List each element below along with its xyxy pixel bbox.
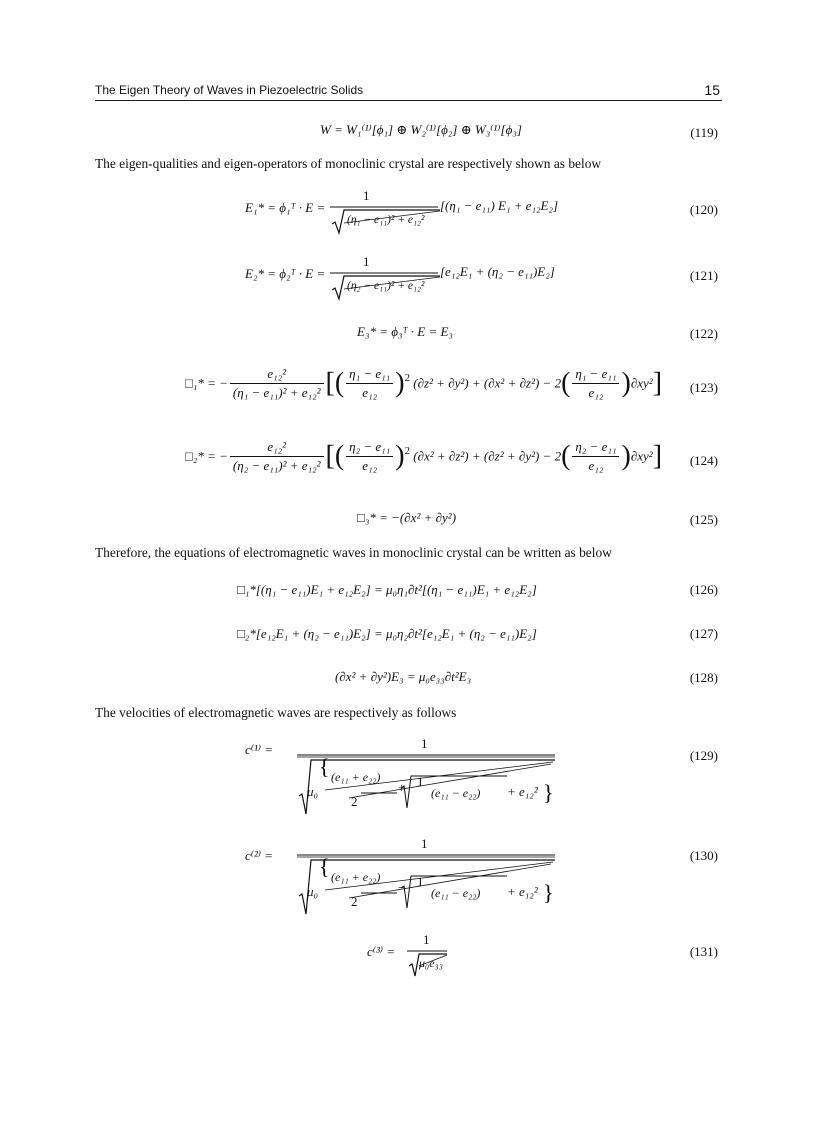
equation-124-tail: ∂xy²	[630, 448, 653, 464]
equation-123-inner-num: η₁ − e₁₁	[346, 366, 393, 384]
equation-129-plus-e12: + e₁₂²	[507, 784, 538, 799]
equation-130-plus-e12: + e₁₂²	[507, 884, 538, 899]
equation-129-number: (129)	[689, 748, 718, 763]
paragraph-velocities-intro: The velocities of electromagnetic waves are respectively as follows	[95, 705, 457, 720]
equation-128-number: (128)	[689, 670, 718, 685]
equation-121	[95, 254, 722, 304]
equation-130-numerator: 1	[421, 836, 428, 851]
equation-130-half: 1	[417, 874, 424, 889]
equation-130-number: (130)	[689, 848, 718, 863]
equation-130-mu: μ₀	[307, 884, 319, 899]
equation-126-body: □₁*[(η₁ − e₁₁)E₁ + e₁₂E₂] = μ₀η₁∂t²[(η₁ − e₁₁)E₁ + e₁₂E₂]	[237, 582, 537, 597]
equation-122	[95, 324, 722, 344]
equation-127	[95, 626, 722, 646]
equation-124-mid: (∂x² + ∂z²) + (∂z² + ∂y²) − 2	[413, 448, 562, 464]
equation-120-rhs: [(η₁ − e₁₁) E₁ + e₁₂E₂]	[440, 198, 559, 213]
equation-120-numerator: 1	[363, 188, 370, 203]
equation-124	[95, 435, 722, 491]
equation-123-number: (123)	[689, 380, 718, 395]
equation-123-body: □₁* = − $\frac{\text{e₁₂²}}{\text{(η₁ − e₁₁)² + e₁₂²}}$ [( $\frac{\text{η₁ − e₁₁}}{\text{e₁₂}}$ )$^2$ (∂z² + ∂y²) + (∂x² + ∂z²) − 2( $\frac{\text{η₁ − e₁₁}}{\text{e₁₂}}$ )∂xy²]	[185, 366, 663, 400]
running-header	[95, 82, 722, 101]
equation-120-number: (120)	[689, 202, 718, 217]
equation-130-root-body: (e₁₁ − e₂₂)	[431, 886, 481, 900]
equation-122-number: (122)	[689, 326, 718, 341]
equation-125-body: □₃* = −(∂x² + ∂y²)	[357, 510, 457, 525]
page-number: 15	[704, 82, 720, 98]
equation-130-two: 2	[351, 894, 358, 909]
equation-121-lhs: E₂* = ϕ₂ᵀ · E =	[245, 266, 326, 281]
equation-130-lhs: c⁽²⁾ =	[245, 848, 274, 863]
equation-119-number: (119)	[690, 125, 718, 140]
svg-text:{: {	[319, 854, 330, 879]
svg-text:}: }	[543, 880, 554, 905]
equation-125	[95, 510, 722, 532]
equation-131	[95, 932, 722, 978]
equation-123-mid: (∂z² + ∂y²) + (∂x² + ∂z²) − 2	[413, 375, 562, 391]
equation-129-half: 1	[417, 774, 424, 789]
equation-129-mu: μ₀	[307, 784, 319, 799]
equation-124-number: (124)	[689, 453, 718, 468]
equation-131-number: (131)	[689, 944, 718, 959]
equation-131-numerator: 1	[423, 932, 430, 947]
equation-130-op: −	[398, 880, 406, 895]
equation-123-inner-den: e₁₂	[362, 385, 378, 400]
equation-121-rhs: [e₁₂E₁ + (η₂ − e₁₁)E₂]	[440, 264, 555, 279]
equation-131-radicand: μ₀e₃₃	[419, 956, 443, 970]
equation-129-lhs: c⁽¹⁾ =	[245, 742, 274, 757]
equation-123-inner-den-2: e₁₂	[588, 385, 604, 400]
equation-128	[95, 669, 722, 691]
equation-120-radicand: (η₁ − e₁₁)² + e₁₂²	[347, 214, 425, 226]
equation-122-body: E₃* = ϕ₃ᵀ · E = E₃	[357, 324, 453, 339]
equation-129	[95, 738, 722, 816]
equation-120-lhs: E₁* = ϕ₁ᵀ · E =	[245, 200, 326, 215]
equation-123-inner-num-2: η₁ − e₁₁	[572, 366, 619, 384]
equation-121-radicand: (η₂ − e₁₁)² + e₁₂²	[347, 280, 425, 292]
equation-130	[95, 836, 722, 914]
equation-131-lhs: c⁽³⁾ =	[367, 944, 396, 959]
equation-127-body: □₂*[e₁₂E₁ + (η₂ − e₁₁)E₂] = μ₀η₂∂t²[e₁₂E₁ + (η₂ − e₁₁)E₂]	[237, 626, 537, 641]
equation-124-inner-num-2: η₂ − e₁₁	[572, 439, 619, 457]
equation-130-half-sum: (e₁₁ + e₂₂)	[331, 870, 381, 884]
equation-124-inner-num: η₂ − e₁₁	[346, 439, 393, 457]
equation-126-number: (126)	[689, 582, 718, 597]
equation-121-numerator: 1	[363, 254, 370, 269]
equation-128-body: (∂x² + ∂y²)E₃ = μ₀e₃₃∂t²E₃	[335, 669, 472, 684]
equation-121-number: (121)	[689, 268, 718, 283]
equation-123	[95, 362, 722, 418]
equation-127-number: (127)	[689, 626, 718, 641]
svg-text:}: }	[543, 780, 554, 805]
equation-123-tail: ∂xy²	[630, 375, 653, 391]
equation-124-body: □₂* = − $\frac{\text{e₁₂²}}{\text{(η₂ − e₁₁)² + e₁₂²}}$ [( $\frac{\text{η₂ − e₁₁}}{\text{e₁₂}}$ )$^2$ (∂x² + ∂z²) + (∂z² + ∂y²) − 2( $\frac{\text{η₂ − e₁₁}}{\text{e₁₂}}$ )∂xy²]	[185, 439, 663, 473]
paragraph-equations-intro: Therefore, the equations of electromagnetic waves in monoclinic crystal can be written as below	[95, 545, 612, 560]
equation-129-root-body: (e₁₁ − e₂₂)	[431, 786, 481, 800]
equation-120	[95, 188, 722, 238]
equation-124-inner-den: e₁₂	[362, 458, 378, 473]
equation-125-number: (125)	[689, 512, 718, 527]
equation-129-op: +	[398, 780, 406, 795]
equation-129-half-sum: (e₁₁ + e₂₂)	[331, 770, 381, 784]
equation-119	[95, 122, 722, 142]
equation-129-numerator: 1	[421, 736, 428, 751]
equation-124-num: e₁₂²	[230, 439, 324, 457]
equation-124-den: (η₂ − e₁₁)² + e₁₂²	[232, 458, 321, 473]
equation-124-lhs: □₂* = −	[185, 448, 228, 464]
paragraph-eigen-intro: The eigen-qualities and eigen-operators of monoclinic crystal are respectively shown as below	[95, 156, 602, 171]
equation-123-den: (η₁ − e₁₁)² + e₁₂²	[232, 385, 321, 400]
equation-123-lhs: □₁* = −	[185, 375, 228, 391]
equation-123-num: e₁₂²	[230, 366, 324, 384]
equation-129-two: 2	[351, 794, 358, 809]
equation-119-body: W = W₁⁽¹⁾[ϕ₁] ⊕ W₂⁽¹⁾[ϕ₂] ⊕ W₃⁽¹⁾[ϕ₃]	[320, 122, 522, 137]
svg-text:{: {	[319, 754, 330, 779]
equation-126	[95, 582, 722, 602]
equation-124-inner-den-2: e₁₂	[588, 458, 604, 473]
running-title: The Eigen Theory of Waves in Piezoelectric Solids	[95, 83, 364, 97]
